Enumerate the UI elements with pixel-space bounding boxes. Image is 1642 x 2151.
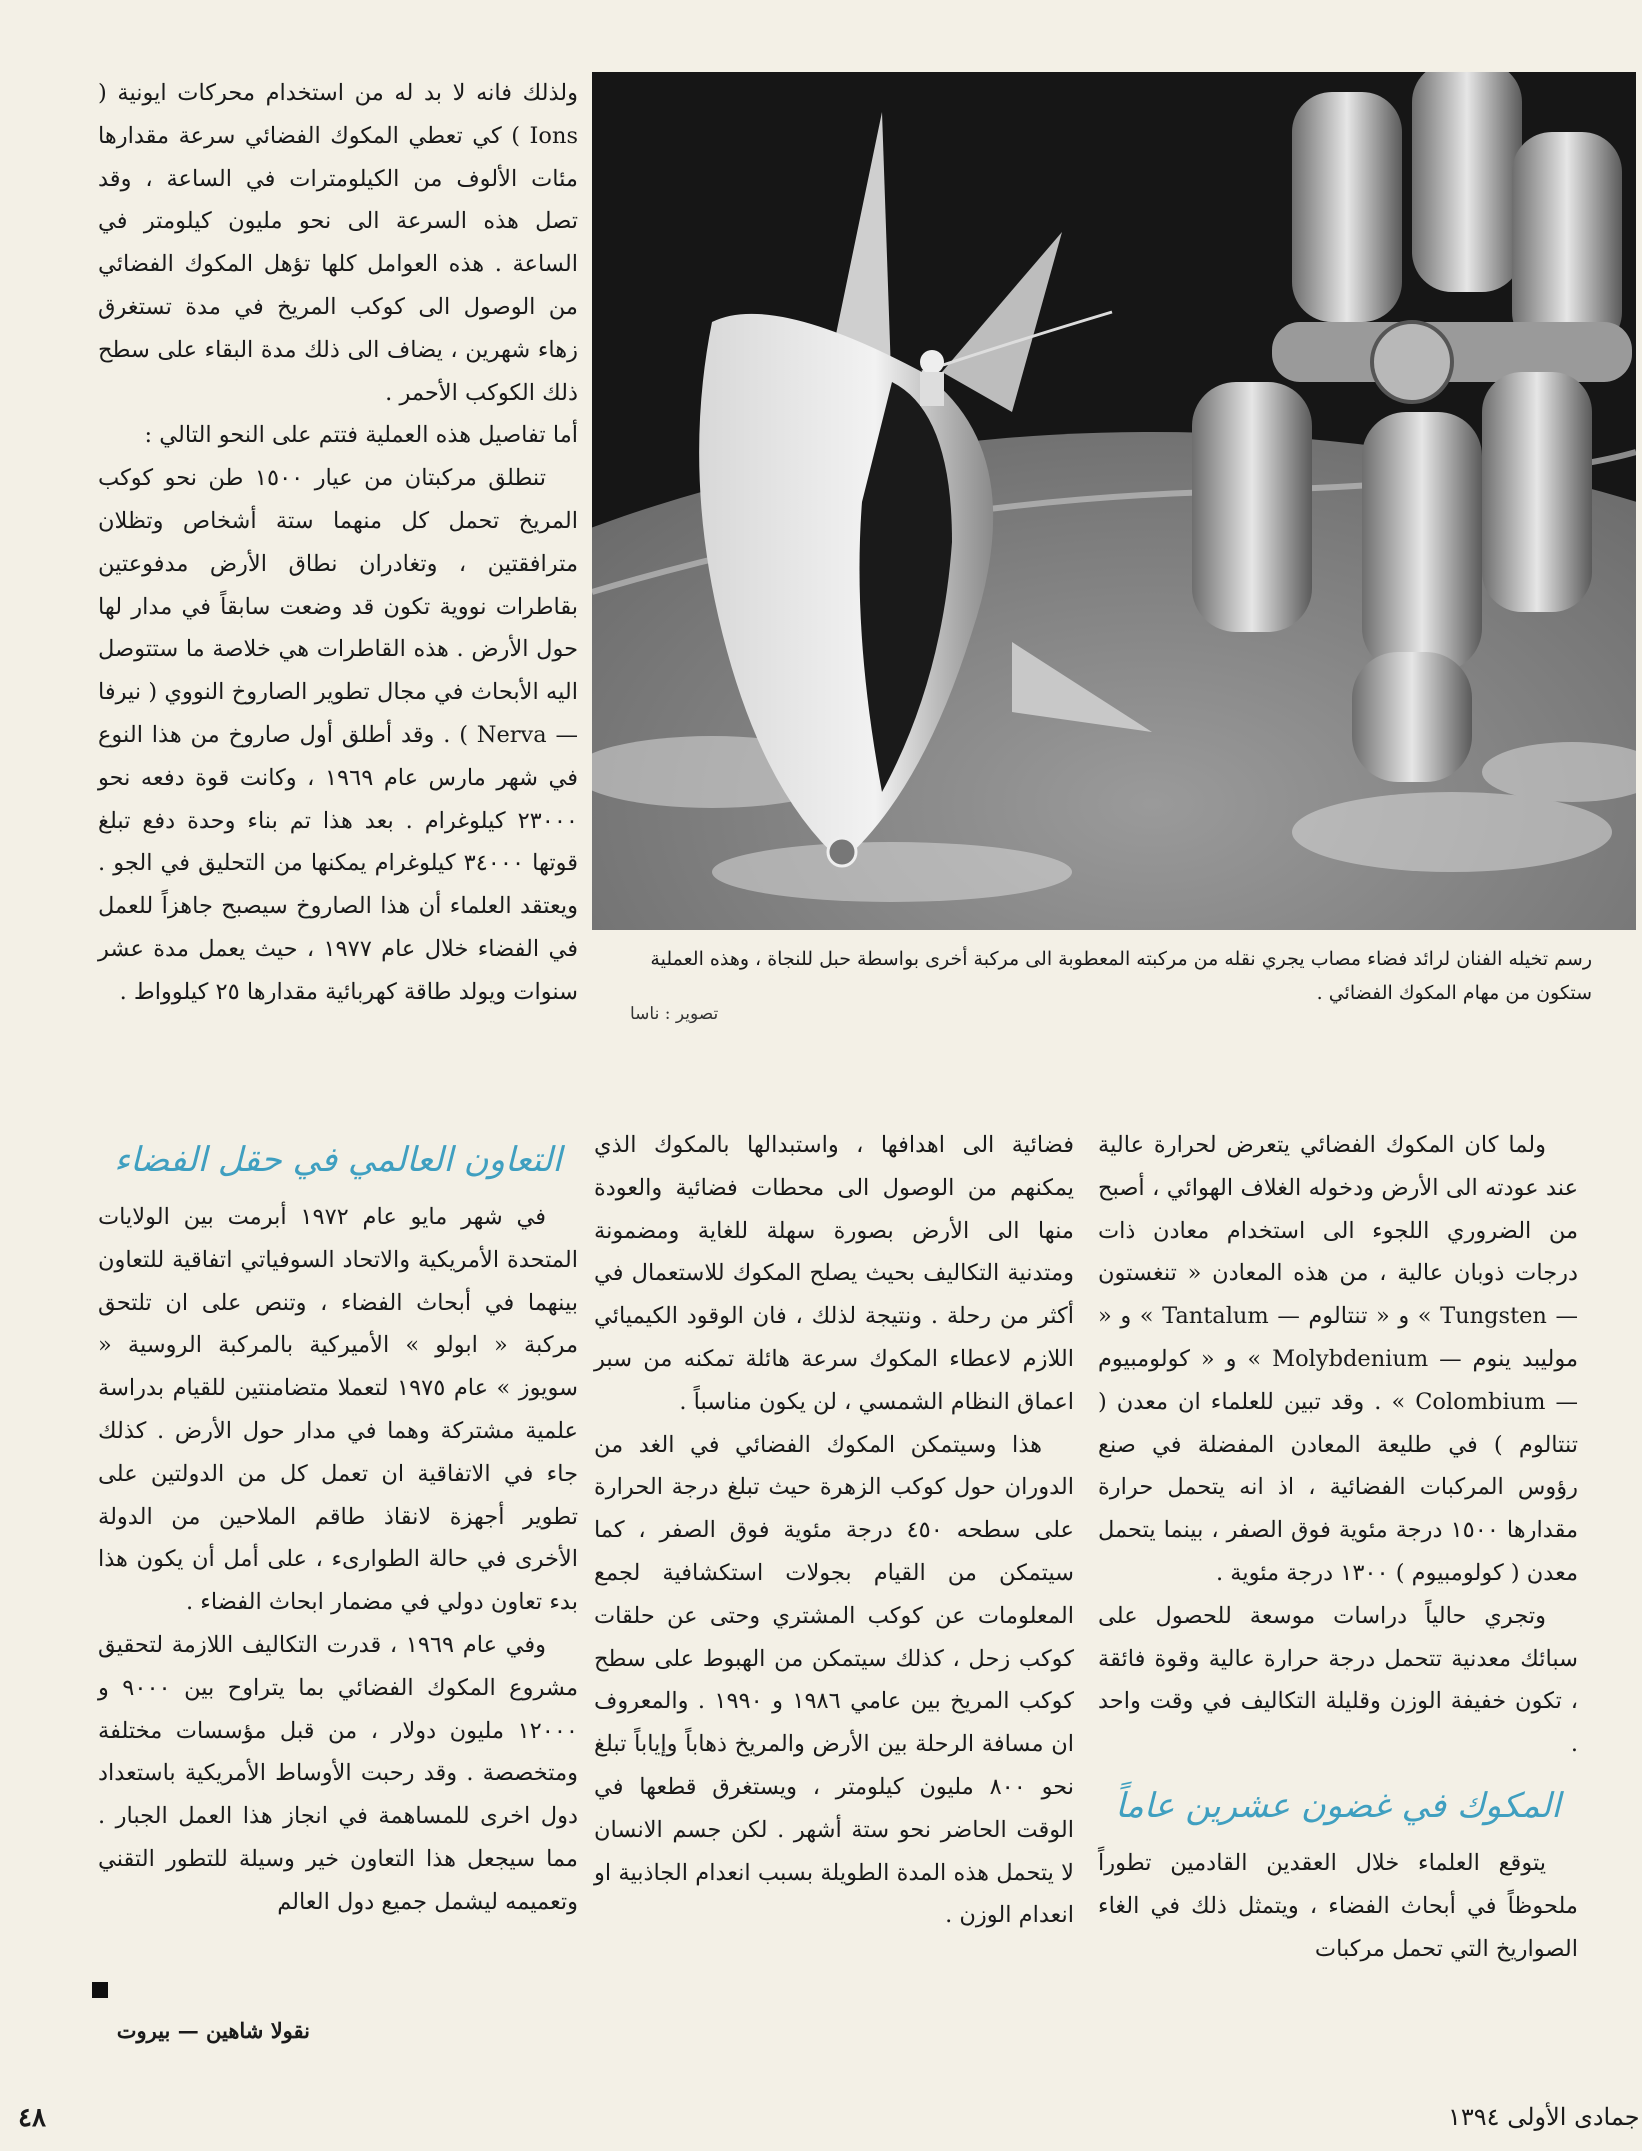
section-heading-shuttle-twenty-years: المكوك في غضون عشرين عاماً — [1115, 1785, 1561, 1826]
paragraph: يتوقع العلماء خلال العقدين القادمين تطوراً ملحوظاً في أبحاث الفضاء ، ويتمثل ذلك في الغاء الصواريخ التي تحمل مركبات — [1098, 1849, 1578, 1962]
paragraph: وتجري حالياً دراسات موسعة للحصول على سبائك معدنية تتحمل درجة حرارة عالية وقوة فائقة ، تكون خفيفة الوزن وقليلة التكاليف في وقت واحد . — [1098, 1602, 1578, 1758]
paragraph: ولذلك فانه لا بد له من استخدام محركات ايونية ( Ions ) كي تعطي المكوك الفضائي سرعة مقدارها مئات الألوف من الكيلومترات في الساعة ، وقد تصل هذه السرعة الى نحو مليون كيلومتر في الساعة . هذه العوامل كلها تؤهل المكوك الفضائي من الوصول الى كوكب المريخ في مدة تستغرق زهاء شهرين ، يضاف الى ذلك مدة البقاء على سطح ذلك الكوكب الأحمر . — [98, 80, 578, 406]
paragraph: هذا وسيتمكن المكوك الفضائي في الغد من الدوران حول كوكب الزهرة حيث تبلغ درجة الحرارة على سطحه ٤٥٠ درجة مئوية فوق الصفر ، كما سيتمكن من القيام بجولات استكشافية لجمع المعلومات عن كوكب المشتري وحتى عن حلقات كوكب زحل ، كذلك سيتمكن من الهبوط على سطح كوكب المريخ بين عامي ١٩٨٦ و ١٩٩٠ . والمعروف ان مسافة الرحلة بين الأرض والمريخ ذهاباً وإياباً تبلغ نحو ٨٠٠ مليون كيلومتر ، ويستغرق قطعها في الوقت الحاضر نحو ستة أشهر . لكن جسم الانسان لا يتحمل هذه المدة الطويلة بسبب انعدام الجاذبية او انعدام الوزن . — [594, 1431, 1075, 1929]
article-column-left-top — [98, 72, 578, 1014]
paragraph: وفي عام ١٩٦٩ ، قدرت التكاليف اللازمة لتحقيق مشروع المكوك الفضائي بما يتراوح بين ٩٠٠٠ و ١٢٠٠٠ مليون دولار ، من قبل مؤسسات مختلفة ومتخصصة . وقد رحبت الأوساط الأمريكية باستعداد دول اخرى للمساهمة في انجاز هذا العمل الجبار . مما سيجعل هذا التعاون خير وسيلة للتطور التقني وتعميمه ليشمل جميع دول العالم — [98, 1631, 578, 1915]
page-number: ٤٨ — [18, 2103, 46, 2133]
article-end-mark — [92, 1982, 108, 1998]
section-heading-international-cooperation: التعاون العالمي في حقل الفضاء — [114, 1140, 562, 1180]
article-column-middle — [594, 1124, 1074, 1937]
paragraph: تنطلق مركبتان من عيار ١٥٠٠ طن نحو كوكب المريخ تحمل كل منهما ستة أشخاص وتظلان مترافقتين ، وتغادران نطاق الأرض مدفوعتين بقاطرات نووية تكون قد وضعت سابقاً في مدار لها حول الأرض . هذه القاطرات هي خلاصة ما ستتوصل اليه الأبحاث في مجال تطوير الصاروخ النووي ( نيرفا — Nerva ) . وقد أطلق أول صاروخ من هذا النوع في شهر مارس عام ١٩٦٩ ، وكانت قوة دفعه نحو ٢٣٠٠٠ كيلوغرام . بعد هذا تم بناء وحدة دفع تبلغ قوتها ٣٤٠٠٠ كيلوغرام يمكنها من التحليق في الجو . ويعتقد العلماء أن هذا الصاروخ سيصبح جاهزاً للعمل في الفضاء خلال عام ١٩٧٧ ، حيث يعمل مدة عشر سنوات ويولد طاقة كهربائية مقدارها ٢٥ كيلوواط . — [98, 465, 579, 1005]
author-signature: نقولا شاهين — بيروت — [116, 2018, 310, 2043]
space-shuttle-illustration — [592, 72, 1636, 930]
article-column-left-bottom — [98, 1120, 578, 1924]
article-column-right — [1098, 1124, 1578, 1970]
issue-date: جمادى الأولى ١٣٩٤ — [1448, 2103, 1640, 2131]
paragraph: في شهر مايو عام ١٩٧٢ أبرمت بين الولايات المتحدة الأمريكية والاتحاد السوفياتي اتفاقية للتعاون بينهما في أبحاث الفضاء ، وتنص على ان تلتحق مركبة « ابولو » الأميركية بالمركبة الروسية « سويوز » عام ١٩٧٥ لتعملا متضامنتين للقيام بدراسة علمية مشتركة وهما في مدار حول الأرض . كذلك جاء في الاتفاقية ان تعمل كل من الدولتين على تطوير أجهزة لانقاذ طاقم الملاحين من الدولة الأخرى في حالة الطوارىء ، على أمل أن يكون هذا بدء تعاون دولي في مضمار ابحاث الفضاء . — [98, 1204, 578, 1616]
paragraph: فضائية الى اهدافها ، واستبدالها بالمكوك الذي يمكنهم من الوصول الى محطات فضائية والعودة منها الى الأرض بصورة سهلة للغاية ومضمونة ومتدنية التكاليف بحيث يصلح المكوك للاستعمال في أكثر من رحلة . ونتيجة لذلك ، فان الوقود الكيميائي اللازم لاعطاء المكوك سرعة هائلة تمكنه من سبر اعماق النظام الشمسي ، لن يكون مناسباً . — [594, 1132, 1074, 1415]
photo-credit: تصوير : ناسا — [630, 1004, 719, 1024]
illustration-art — [592, 72, 1636, 930]
paragraph: ولما كان المكوك الفضائي يتعرض لحرارة عالية عند عودته الى الأرض ودخوله الغلاف الهوائي ، أصبح من الضروري اللجوء الى استخدام معادن ذات درجات ذوبان عالية ، من هذه المعادن « تنغستون — Tungsten » و « تنتالوم — Tantalum » و « موليبد ينوم — Molybdenium » و « كولومبيوم — Colombium » . وقد تبين للعلماء ان معدن ( تنتالوم ) في طليعة المعادن المفضلة في صنع رؤوس المركبات الفضائية ، اذ انه يتحمل حرارة مقدارها ١٥٠٠ درجة مئوية فوق الصفر ، بينما يتحمل معدن ( كولومبيوم ) ١٣٠٠ درجة مئوية . — [1098, 1132, 1579, 1586]
paragraph: أما تفاصيل هذه العملية فتتم على النحو التالي : — [144, 422, 578, 449]
photo-caption: رسم تخيله الفنان لرائد فضاء مصاب يجري نقله من مركبته المعطوبة الى مركبة أخرى بواسطة حبل للنجاة ، وهذه العملية ستكون من مهام المكوك الفضائي . — [650, 948, 1592, 1004]
